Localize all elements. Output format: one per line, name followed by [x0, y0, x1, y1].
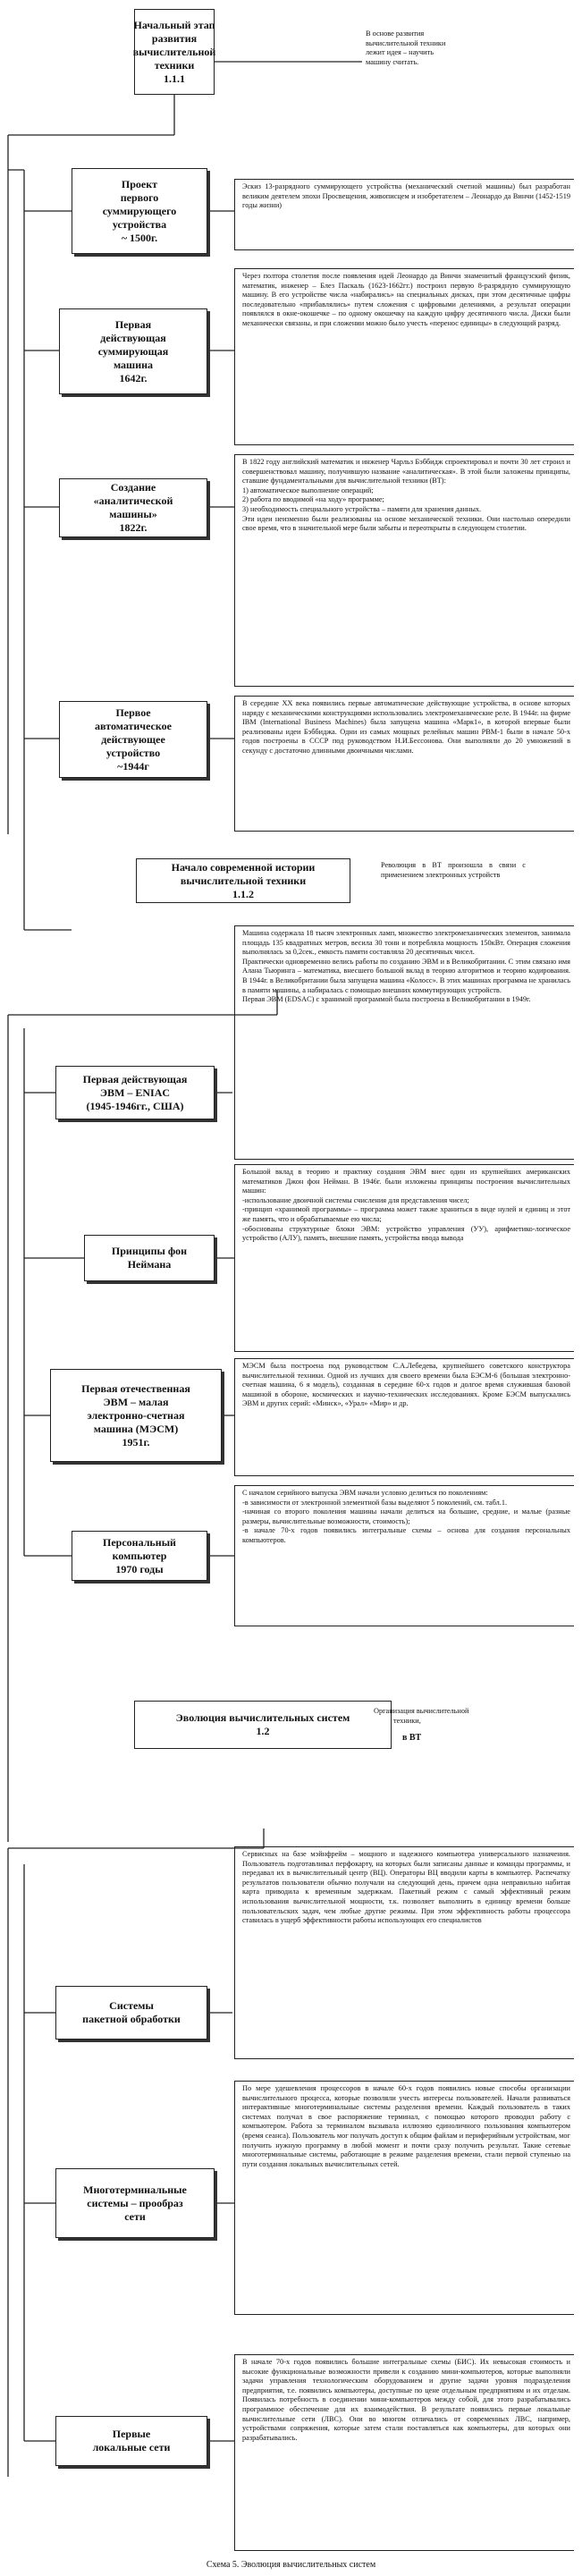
node-von-neumann — [84, 1235, 215, 1281]
node-first-adder-project — [72, 168, 207, 254]
node-first-lan — [55, 2416, 207, 2466]
desc-modern-history: Революция в ВТ произошла в связи с применением электронных устройств — [381, 861, 526, 879]
node-evolution — [134, 1701, 392, 1749]
node-eniac — [55, 1066, 215, 1119]
node-title: Многотерминальные системы – прообраз сети — [83, 2183, 187, 2223]
desc-first-adder-project: Эскиз 13-разрядного суммирующего устройства (механический счетной машины) был разработан великим деятелем эпохи Просвещения, живописцем и изобретателем – Леонардо да Винчи (1452-1519 годы жизни) — [234, 179, 574, 250]
desc-batch-processing: Сервисных на базе мэйнфрейм – мощного и надежного компьютера универсального назначения. Пользователь подготавливал перфокарту, на которых были записаны данные и команды программы, и передавал их в вычислительный центр (ВЦ). Операторы ВЦ вводили карты в компьютер. Распечатку результатов пользователи обычно получали на следующий день, причем одна неправильно набитая карта приводила к временным задержкам. Пакетный режим с самый эффективный режим использования вычислительной мощности, т.к. позволяет выполнить в единицу времени больше пользовательских задач, чем любые другие режимы. При этом эффективность работы процессора ставилась в ущерб эффективности работы использующих его специалистов — [234, 1846, 574, 2059]
node-analytical-engine — [59, 478, 207, 537]
desc-first-working-adder: Через полтора столетия после появления идей Леонардо да Винчи знаменитый французский физик, математик, инженер – Блез Паскаль (1623-1662гг.) построил первую 8-разрядную суммирующую машину. В его устройстве числа «набирались» на специальных дисках, при этом десятичные цифры последовательно «прибавлялись» путем сложения с цифровыми делениями, а результат операции появлялся в окне-окошечке – по одному окошечку на каждую цифру десятичного числа. Диски были механически связаны, и при сложении можно было учесть «перенос единицы» в следующий разряд. — [234, 268, 574, 445]
node-modern-history — [136, 858, 350, 903]
node-title: Первая отечественная ЭВМ – малая электронно-счетная машина (МЭСМ) 1951г. — [81, 1381, 190, 1448]
node-title: Проект первого суммирующего устройства ~ 1500г. — [102, 177, 177, 244]
node-title: Создание «аналитической машины» 1822г. — [93, 481, 173, 534]
desc-mesm: МЭСМ была построена под руководством С.А.Лебедева, крупнейшего советского конструктора вычислительной техники. Одной из лучших для своего времени была БЭСМ-6 (большая электронно-счетная машина, 6 я модель), созданная в середине 60-х годов и долгое время служившая базовой машиной в обороне, космических и научно-технических исследованиях. Кроме БЭСМ выпускались ЭВМ и других серий: «Минск», «Урал» «Мир» и др. — [234, 1358, 574, 1476]
figure-caption: Схема 5. Эволюция вычислительных систем — [206, 2560, 376, 2570]
node-first-working-adder — [59, 308, 207, 394]
desc-first-automatic-device: В середине XX века появились первые автоматические действующие устройства, в основе которых наряду с механическими конструкциями использовались электромеханические реле. В 1944г. на фирме IBM (International Business Machines) была запущена машина «Марк1», в которой впервые были реализованы идеи Бэббиджа. Одни из самых мощных релейных машин РВМ-1 были в начале 50-х годов построены в СССР под руководством Н.И.Бессонова. Они выполняли до 20 умножений в секунду с достаточно длинными двоичными числами. — [234, 696, 574, 832]
desc-eniac: Машина содержала 18 тысяч электронных ламп, множество электромеханических элементов, занимала площадь 135 квадратных метров, весила 30 тонн и потребляла мощность 150кВт. Операция сложения выполнялась за 0,2сек., емкость памяти составляла 20 десятичных чисел. Практически одновременно велись работы по созданию ЭВМ и в Великобритании. С этим связано имя Алана Тьюринга – математика, внесшего большой вклад в теорию алгоритмов и теорию кодирования. В 1944г. в Великобритании была запущена машина «Колосс». В этих машинах программа не хранилась в памяти машины, а набиралась с помощью внешних коммутирующих устройств. Первая ЭВМ (EDSAC) с хранимой программой была построена в Великобритании в 1949г. — [234, 925, 574, 1160]
overlay-text-3: в ВТ — [402, 1733, 422, 1743]
node-title: Начало современной истории вычислительной техники 1.1.2 — [171, 860, 316, 900]
node-title: Персональный компьютер 1970 годы — [103, 1535, 176, 1575]
desc-multiterminal: По мере удешевления процессоров в начале 60-х годов появились новые способы организации вычислительного процесса, которые позволяли учесть интересы пользователей. Начали развиваться интерактивные многотерминальные системы разделения времени. Каждый пользователь в таких системах получал в свое распоряжение терминал, с помощью которого проводил работу с компьютером. Работа за терминалом вызывала иллюзию единоличного пользования компьютером (время сеанса). Пользователь мог получать доступ к общим файлам и периферийным устройствам, мог получить нужную программу в любой момент и почти сразу получить результат. Такие сетевые многотерминальные системы, работающие в режиме разделения времени, стали первой ступенью на пути создания локальных вычислительных сетей. — [234, 2081, 574, 2315]
desc-analytical-engine: В 1822 году английский математик и инженер Чарльз Бэббидж спроектировал и почти 30 лет строил и совершенствовал машину, получившую название «аналитическая». В этой были заложены принципы, ставшие фундаментальными для вычислительной техники (ВТ): 1) автоматическое выполнение операций; 2) работа по вводимой «на ходу» программе; 3) необходимость специального устройства – памяти для хранения данных. Эти идеи неизменно были реализованы на основе механической техники. Они настолько опередили свое время, что в значительной мере были забыты и переоткрыты в следующем столетии. — [234, 454, 574, 687]
node-title: Принципы фон Неймана — [111, 1245, 188, 1271]
node-batch-processing — [55, 1986, 207, 2040]
node-multiterminal — [55, 2168, 215, 2238]
node-title: Начальный этап развития вычислительной техники 1.1.1 — [132, 18, 216, 85]
desc-personal-computer: С началом серийного выпуска ЭВМ начали условно делиться по поколениям: -в зависимости от электронной элементной базы выделяют 5 поколений, см. табл.1. -начиная со второго поколения машины начали делиться на большие, средние, и малые (разные размеры, вычислительные возможности, стоимость); -в начале 70-х годов появились интегральные схемы – основа для создания персональных компьютеров. — [234, 1485, 574, 1626]
node-title: Первое автоматическое действующее устройство ~1944г — [95, 705, 172, 773]
desc-first-lan: В начале 70-х годов появились большие интегральные схемы (БИС). Их невысокая стоимость и высокие функциональные возможности привели к созданию мини-компьютеров, которые выполняли задачи управления технологическим оборудованием и другие задачи уровня подразделения предприятия, т.е. появились компьютеры, доступные по цене отдельным предприятиям и их отделам. Появилась потребность в соединении мини-компьютеров между собой, для этого разрабатывались программное обеспечение для их взаимодействия. В результате появились первые локальные вычислительные сети (ЛВС). Они во многом отличались от современных ЛВС, например, устройствами сопряжения, которые затем стали поставляться как компьютеры, для которых они разрабатывались. — [234, 2354, 574, 2551]
node-title: Первая действующая суммирующая машина 1642г. — [97, 317, 169, 384]
node-title: Эволюция вычислительных систем 1.2 — [175, 1711, 350, 1737]
overlay-text-1: Организация вычислительной — [374, 1707, 469, 1715]
node-title: Системы пакетной обработки — [82, 1999, 181, 2025]
node-title: Первая действующая ЭВМ – ENIAC (1945-1946гг., США) — [82, 1072, 188, 1112]
overlay-text-2: техники, — [393, 1717, 421, 1725]
desc-von-neumann: Большой вклад в теорию и практику создания ЭВМ внес один из крупнейших американских математиков Джон фон Нейман. В 1946г. были изложены принципы построения вычислительных машин: -использование двоичной системы счисления для представления чисел; -принцип «хранимой программы» – программа может также храниться в виде нулей и единиц и этот же память, что и обрабатываемые ею числа; -обоснованы структурные блоки ЭВМ: устройство управления (УУ), арифметико-логическое устройство (АЛУ), память, внешние память, устройства ввода вывода — [234, 1164, 574, 1352]
node-first-automatic-device — [59, 701, 207, 778]
node-personal-computer — [72, 1531, 207, 1581]
node-mesm — [50, 1369, 222, 1462]
desc-initial-stage: В основе развития вычислительной техники лежит идея – научить машину считать. — [366, 30, 446, 66]
node-title: Первые локальные сети — [92, 2428, 171, 2454]
node-initial-stage — [134, 9, 215, 95]
